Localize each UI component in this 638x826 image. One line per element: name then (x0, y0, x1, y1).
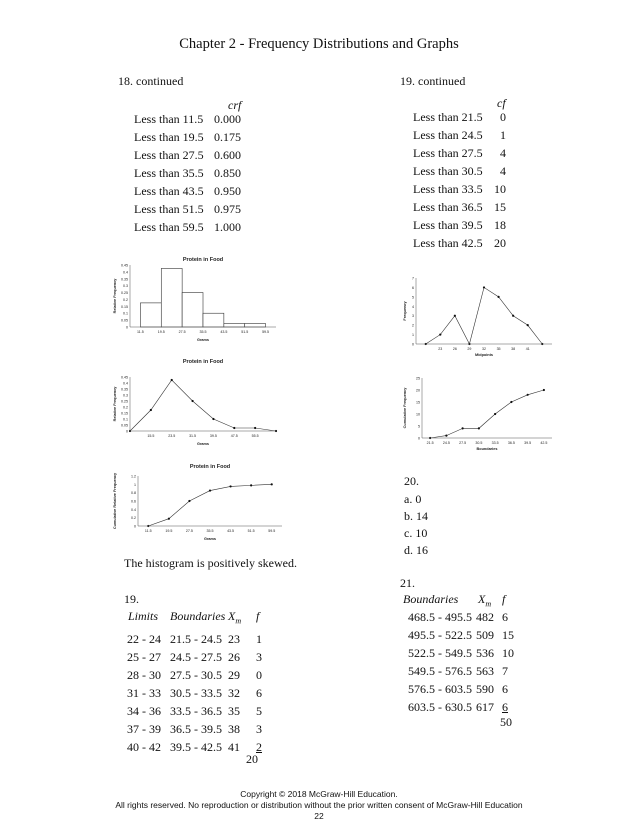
p21-header-boundaries: Boundaries (403, 592, 459, 606)
data-point (512, 315, 514, 317)
chart-title: Protein in Food (182, 257, 224, 263)
p19-row-boundaries: 39.5 - 42.5 (170, 740, 222, 754)
cumulative-frequency-chart (400, 372, 560, 452)
frequency-polygon-chart (110, 355, 290, 447)
x-axis-label: Grams (196, 338, 210, 342)
y-tick-label: 0.4 (123, 381, 128, 386)
y-tick-label: 10 (416, 412, 420, 417)
p19-row-xm: 35 (228, 704, 240, 718)
x-tick-label: 55.5 (251, 434, 259, 438)
y-tick-label: 0.1 (123, 417, 128, 422)
p19-row-boundaries: 27.5 - 30.5 (170, 668, 222, 682)
histogram-bar (140, 303, 161, 327)
data-point (478, 427, 480, 429)
p19-row-xm: 29 (228, 668, 240, 682)
p19-row-limits: 31 - 33 (127, 686, 161, 700)
x-tick-label: 11.5 (144, 529, 152, 533)
p20-answer: b. 14 (404, 509, 428, 523)
p19c-row-value: 20 (494, 236, 506, 250)
x-tick-label: 29 (467, 347, 472, 351)
x-tick-label: 23 (438, 347, 443, 351)
p19-heading: 19. (124, 592, 139, 606)
p19c-row-value: 4 (500, 164, 506, 178)
y-axis-label: Relative Frequency (113, 386, 117, 422)
p19-row-f: 3 (256, 722, 262, 736)
x-axis-label: Boundaries (476, 447, 498, 451)
p18-crf-header: crf (228, 98, 242, 112)
p19c-cf-header: cf (497, 96, 506, 110)
y-tick-label: 0.45 (121, 263, 128, 268)
data-point (229, 485, 231, 487)
x-tick-label: 30.5 (475, 441, 483, 445)
p18-row-label: Less than 27.5 (134, 148, 204, 162)
p19-row-limits: 22 - 24 (127, 632, 161, 646)
y-tick-label: 0.15 (121, 411, 128, 416)
p18-row-value: 0.975 (214, 202, 241, 216)
x-tick-label: 31.5 (189, 434, 197, 438)
data-point (254, 427, 256, 429)
p19-row-limits: 28 - 30 (127, 668, 161, 682)
p21-row-boundaries: 468.5 - 495.5 (408, 610, 472, 624)
y-tick-label: 6 (412, 285, 414, 290)
p19-row-boundaries: 24.5 - 27.5 (170, 650, 222, 664)
x-tick-label: 43.5 (227, 529, 235, 533)
x-tick-label: 51.5 (241, 330, 249, 334)
histogram-bar (182, 293, 203, 327)
x-tick-label: 27.5 (178, 330, 186, 334)
data-point (250, 484, 252, 486)
data-point (527, 324, 529, 326)
p19c-row-value: 1 (500, 128, 506, 142)
y-tick-label: 0.3 (123, 284, 128, 289)
y-tick-label: 0.25 (121, 291, 128, 296)
x-tick-label: 19.5 (165, 529, 173, 533)
p19-row-f: 5 (256, 704, 262, 718)
y-tick-label: 0.35 (121, 387, 128, 392)
x-tick-label: 51.5 (247, 529, 255, 533)
data-point (439, 333, 441, 335)
p21-row-f: 6 (502, 610, 508, 624)
p19-header-xm: $X_m$ (228, 609, 242, 626)
y-tick-label: 0.4 (131, 507, 136, 512)
p19c-heading: 19. continued (400, 74, 466, 88)
data-point (150, 409, 152, 411)
p18-row-value: 0.950 (214, 184, 241, 198)
y-tick-label: 5 (418, 424, 420, 429)
y-tick-label: 0 (134, 524, 136, 529)
p18-heading: 18. continued (118, 74, 184, 88)
p19c-row-value: 18 (494, 218, 506, 232)
x-tick-label: 27.5 (459, 441, 467, 445)
y-tick-label: 7 (412, 276, 414, 281)
data-point (497, 296, 499, 298)
x-tick-label: 19.5 (157, 330, 165, 334)
p20-answer: d. 16 (404, 543, 428, 557)
p19-row-f: 2 (256, 740, 262, 754)
x-tick-label: 24.5 (442, 441, 450, 445)
p21-row-boundaries: 603.5 - 630.5 (408, 700, 472, 714)
p18-row-value: 0.000 (214, 112, 241, 126)
midpoint-polygon-chart (400, 272, 560, 358)
p21-header-f: f (502, 592, 506, 606)
y-tick-label: 0.8 (131, 491, 136, 496)
x-tick-label: 36.5 (507, 441, 515, 445)
p18-row-label: Less than 35.5 (134, 166, 204, 180)
p19c-row-label: Less than 24.5 (413, 128, 483, 142)
x-tick-label: 42.5 (540, 441, 548, 445)
data-point (543, 389, 545, 391)
y-tick-label: 0.4 (123, 270, 128, 275)
page-title: Chapter 2 - Frequency Distributions and Graphs (179, 36, 459, 52)
p19-row-boundaries: 21.5 - 24.5 (170, 632, 222, 646)
p19c-row-label: Less than 27.5 (413, 146, 483, 160)
y-tick-label: 0.15 (121, 304, 128, 309)
p21-row-boundaries: 549.5 - 576.5 (408, 664, 472, 678)
histogram-chart (110, 253, 290, 343)
x-axis-label: Grams (196, 442, 210, 446)
y-tick-label: 0 (418, 436, 420, 441)
p18-row-label: Less than 11.5 (134, 112, 204, 126)
p19-row-f: 6 (256, 686, 262, 700)
y-tick-label: 1 (134, 482, 136, 487)
x-tick-label: 38 (511, 347, 516, 351)
p18-row-label: Less than 43.5 (134, 184, 204, 198)
y-axis-label: Relative Frequency (113, 278, 117, 314)
x-tick-label: 23.5 (168, 434, 176, 438)
x-tick-label: 27.5 (185, 529, 193, 533)
y-tick-label: 0.1 (123, 311, 128, 316)
ogive-chart (110, 460, 290, 542)
p19c-row-label: Less than 36.5 (413, 200, 483, 214)
p19c-row-label: Less than 30.5 (413, 164, 483, 178)
p18-row-label: Less than 19.5 (134, 130, 204, 144)
data-point (171, 379, 173, 381)
y-tick-label: 0.2 (123, 297, 128, 302)
p21-row-boundaries: 495.5 - 522.5 (408, 628, 472, 642)
p18-row-value: 0.850 (214, 166, 241, 180)
chart-title: Protein in Food (182, 359, 224, 365)
p19-header-limits: Limits (128, 609, 159, 623)
y-axis-label: Cumulative Frequency (403, 387, 407, 429)
p20-heading: 20. (404, 474, 419, 488)
data-point (494, 413, 496, 415)
data-point (209, 489, 211, 491)
p21-row-f: 7 (502, 664, 508, 678)
x-tick-label: 32 (482, 347, 486, 351)
data-point (510, 401, 512, 403)
p19-row-limits: 40 - 42 (127, 740, 161, 754)
series-line (426, 287, 543, 344)
y-tick-label: 0.25 (121, 399, 128, 404)
y-tick-label: 20 (416, 388, 420, 393)
p18-row-label: Less than 59.5 (134, 220, 204, 234)
histogram-bar (224, 324, 245, 327)
footer-copyright: Copyright © 2018 McGraw-Hill Education. (240, 789, 398, 799)
x-tick-label: 35.5 (206, 529, 214, 533)
p19-row-xm: 32 (228, 686, 240, 700)
p19c-row-value: 4 (500, 146, 506, 160)
y-tick-label: 0 (126, 429, 128, 434)
x-tick-label: 33.5 (491, 441, 499, 445)
x-tick-label: 41 (525, 347, 530, 351)
y-tick-label: 5 (412, 295, 414, 300)
p21-row-xm: 563 (476, 664, 494, 678)
p21-row-f: 15 (502, 628, 514, 642)
y-tick-label: 2 (412, 323, 414, 328)
footer-rights: All rights reserved. No reproduction or distribution without the prior written consent of McGraw-Hill Education (115, 800, 523, 810)
data-point (445, 435, 447, 437)
histogram-bar (203, 313, 224, 327)
y-tick-label: 0.05 (121, 423, 128, 428)
x-tick-label: 39.5 (209, 434, 217, 438)
data-point (168, 518, 170, 520)
footer-page-number: 22 (314, 811, 324, 821)
p21-heading: 21. (400, 576, 415, 590)
p19c-row-value: 10 (494, 182, 506, 196)
p18-row-value: 1.000 (214, 220, 241, 234)
p19-row-boundaries: 30.5 - 33.5 (170, 686, 222, 700)
y-tick-label: 0 (412, 342, 414, 347)
x-tick-label: 15.5 (147, 434, 155, 438)
skew-statement: The histogram is positively skewed. (124, 556, 297, 570)
y-axis-label: Frequency (403, 301, 407, 321)
series-line (130, 380, 276, 431)
p19-row-xm: 38 (228, 722, 240, 736)
series-line (430, 390, 544, 438)
p20-answer: c. 10 (404, 526, 428, 540)
p19-header-boundaries: Boundaries (170, 609, 226, 623)
x-axis-label: Grams (203, 537, 217, 541)
p19c-row-value: 15 (494, 200, 506, 214)
x-tick-label: 21.5 (426, 441, 434, 445)
x-tick-label: 11.5 (137, 330, 144, 334)
p19-row-xm: 41 (228, 740, 240, 754)
x-tick-label: 43.5 (220, 330, 228, 334)
p19c-row-value: 0 (500, 110, 506, 124)
data-point (483, 286, 485, 288)
p19-row-f: 1 (256, 632, 262, 646)
y-axis-label: Cumulative Relative Frequency (113, 472, 117, 530)
y-tick-label: 0.45 (121, 375, 128, 380)
p19c-row-label: Less than 21.5 (413, 110, 483, 124)
y-tick-label: 3 (412, 314, 414, 319)
data-point (462, 427, 464, 429)
y-tick-label: 1.2 (131, 474, 136, 479)
p21-total: 50 (500, 715, 512, 729)
x-tick-label: 26 (452, 347, 457, 351)
data-point (212, 418, 214, 420)
data-point (454, 315, 456, 317)
p19-row-boundaries: 33.5 - 36.5 (170, 704, 222, 718)
p21-row-xm: 617 (476, 700, 494, 714)
p21-row-f: 10 (502, 646, 514, 660)
x-tick-label: 35 (496, 347, 501, 351)
y-tick-label: 4 (412, 304, 414, 309)
p19c-row-label: Less than 33.5 (413, 182, 483, 196)
x-tick-label: 59.5 (268, 529, 276, 533)
p21-row-boundaries: 522.5 - 549.5 (408, 646, 472, 660)
p19-row-f: 0 (256, 668, 262, 682)
p19-header-f: f (256, 609, 260, 623)
y-tick-label: 25 (416, 376, 420, 381)
p21-row-f: 6 (502, 700, 508, 714)
p21-row-xm: 590 (476, 682, 494, 696)
x-tick-label: 35.5 (199, 330, 207, 334)
chart-title: Protein in Food (189, 464, 231, 470)
x-tick-label: 59.5 (262, 330, 270, 334)
x-axis-label: Midpoints (475, 353, 493, 357)
p21-header-xm: $X_m$ (478, 592, 492, 609)
p19-row-xm: 26 (228, 650, 240, 664)
y-tick-label: 1 (412, 333, 414, 338)
p19-row-limits: 37 - 39 (127, 722, 161, 736)
p21-row-xm: 536 (476, 646, 494, 660)
y-tick-label: 0.05 (121, 318, 128, 323)
p18-row-value: 0.600 (214, 148, 241, 162)
y-tick-label: 0.6 (131, 499, 136, 504)
y-tick-label: 15 (416, 400, 420, 405)
p19-total: 20 (246, 752, 258, 766)
y-tick-label: 0.2 (131, 516, 136, 521)
histogram-bar (161, 268, 182, 327)
p21-row-boundaries: 576.5 - 603.5 (408, 682, 472, 696)
p21-row-xm: 509 (476, 628, 494, 642)
y-tick-label: 0.2 (123, 405, 128, 410)
p19c-row-label: Less than 42.5 (413, 236, 483, 250)
data-point (527, 394, 529, 396)
p19-row-xm: 23 (228, 632, 240, 646)
p19-row-limits: 25 - 27 (127, 650, 161, 664)
p19-row-limits: 34 - 36 (127, 704, 161, 718)
data-point (191, 400, 193, 402)
y-tick-label: 0 (126, 325, 128, 330)
y-tick-label: 0.3 (123, 393, 128, 398)
p19-row-boundaries: 36.5 - 39.5 (170, 722, 222, 736)
p19c-row-label: Less than 39.5 (413, 218, 483, 232)
p21-row-f: 6 (502, 682, 508, 696)
x-tick-label: 39.5 (524, 441, 532, 445)
data-point (233, 427, 235, 429)
p19-row-f: 3 (256, 650, 262, 664)
histogram-bar (245, 324, 266, 327)
data-point (188, 500, 190, 502)
data-point (271, 483, 273, 485)
p20-answer: a. 0 (404, 492, 422, 506)
y-tick-label: 0.35 (121, 277, 128, 282)
p18-row-label: Less than 51.5 (134, 202, 204, 216)
x-tick-label: 47.5 (230, 434, 238, 438)
p18-row-value: 0.175 (214, 130, 241, 144)
p21-row-xm: 482 (476, 610, 494, 624)
